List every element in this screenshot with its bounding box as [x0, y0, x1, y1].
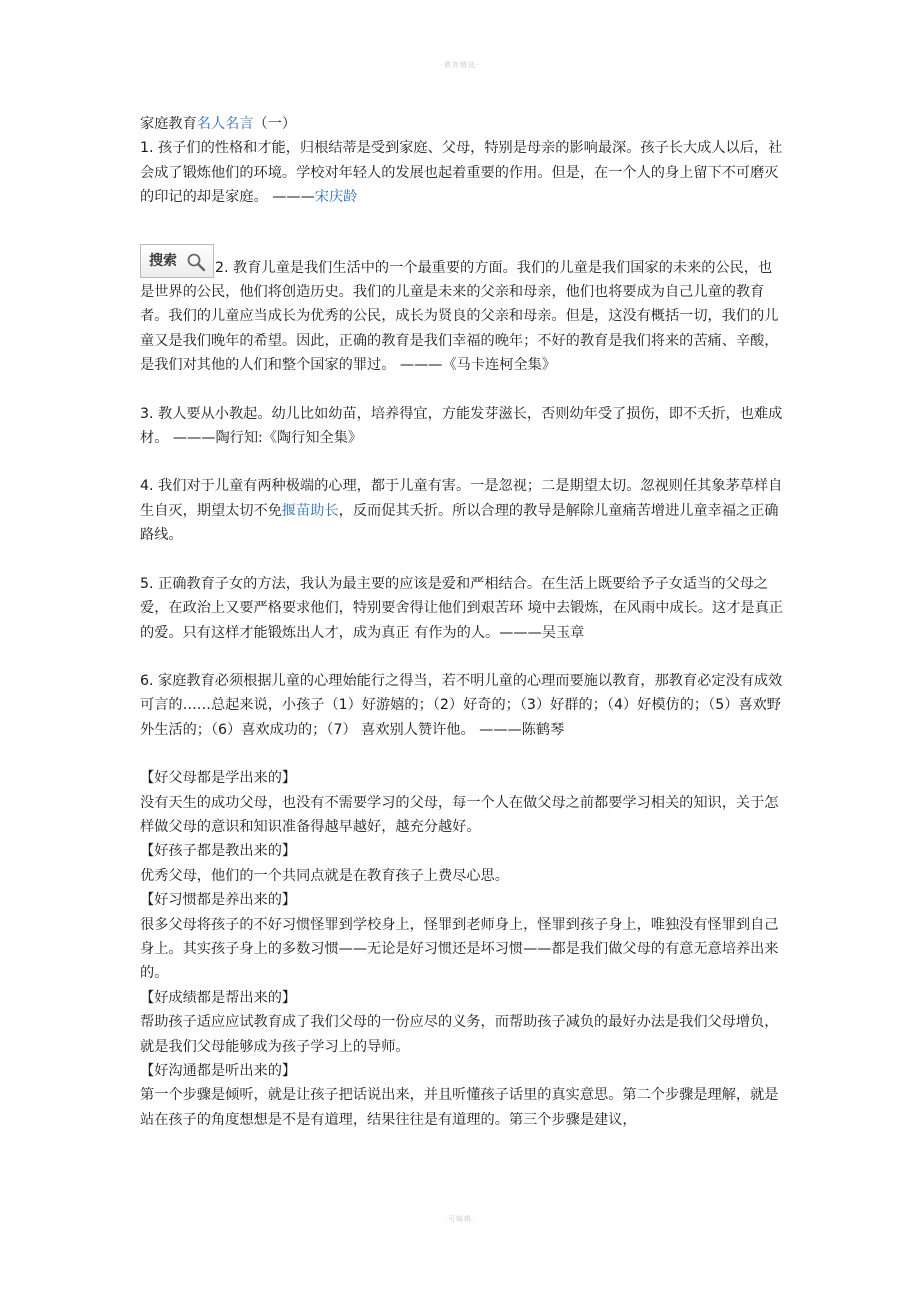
section-body-1: 没有天生的成功父母，也没有不需要学习的父母，每一个人在做父母之前都要学习相关的知识，关于怎样做父母的意识和知识准备得越早越好，越充分越好。 [140, 794, 779, 835]
quote-3: 3. 教人要从小教起。幼儿比如幼苗，培养得宜，方能发芽滋长，否则幼年受了损伤，即不夭折，也难成材。 ———陶行知:《陶行知全集》 [140, 405, 783, 447]
quote-1-text: 1. 孩子们的性格和才能，归根结蒂是受到家庭、父母，特别是母亲的影响最深。孩子长大成人以后，社会成了锻炼他们的环境。学校对年轻人的发展也起着重要的作用。但是，在一个人的身上留下不可磨灭的印记的却是家庭。 ——— [140, 140, 783, 206]
section-body-5: 第一个步骤是倾听，就是让孩子把话说出来，并且听懂孩子话里的真实意思。第二个步骤是理解，就是站在孩子的角度想想是不是有道理，结果往往是有道理的。第三个步骤是建议， [140, 1087, 779, 1128]
section-body-4: 帮助孩子适应应试教育成了我们父母的一份应尽的义务，而帮助孩子减负的最好办法是我们父母增负，就是我们父母能够成为孩子学习上的导师。 [140, 1014, 779, 1055]
quote-4-text-after: ，反而促其夭折。所以合理的教导是解除儿童痛苦增进儿童幸福之正确路线。 [140, 502, 779, 544]
quote-5: 5. 正确教育子女的方法，我认为最主要的应该是爱和严相结合。在生活上既要给予子女适当的父母之爱，在政治上又要严格要求他们，特别要舍得让他们到艰苦环 境中去锻炼，在风雨中成长。这才是真正的爱。只有这样才能锻炼出人才，成为真正 有作为的人。———吴玉章 [140, 575, 783, 641]
section-heading-2: 【好孩子都是教出来的】 [140, 843, 297, 860]
quote-2 [140, 234, 786, 378]
document-body [140, 112, 786, 1132]
section-heading-1: 【好父母都是学出来的】 [140, 770, 297, 787]
title-text: 家庭教育 [140, 116, 197, 132]
quote-1 [140, 136, 786, 209]
quote-4-text-before: 4. 我们对于儿童有两种极端的心理，都于儿童有害。一是忽视；二是期望太切。忽视则任其象茅草样自生自灭，期望太切不免 [140, 478, 783, 519]
section-heading-4: 【好成绩都是帮出来的】 [140, 989, 297, 1006]
idiom-link[interactable]: 揠苗助长 [281, 502, 339, 519]
search-icon [186, 252, 206, 272]
search-button-label: 搜索 [149, 252, 177, 269]
search-button[interactable] [140, 244, 214, 278]
section-heading-3: 【好习惯都是养出来的】 [140, 892, 297, 909]
quote-6: 6. 家庭教育必须根据儿童的心理始能行之得当，若不明儿童的心理而要施以教育，那教育必定没有成效可言的……总起来说，小孩子（1）好游嬉的；（2）好奇的；（3）好群的；（4）好模仿的；（5）喜欢野外生活的；（6）喜欢成功的；（7） 喜欢别人赞许他。 ———陈鹤琴 [140, 672, 783, 738]
title-suffix: （一） [253, 116, 297, 132]
section-body-3: 很多父母将孩子的不好习惯怪罪到学校身上，怪罪到老师身上，怪罪到孩子身上，唯独没有怪罪到自己身上。其实孩子身上的多数习惯——无论是好习惯还是坏习惯——都是我们做父母的有意无意培养出来的。 [140, 916, 779, 982]
page-footer: ·可编辑· [444, 1215, 476, 1223]
author-link-song-qingling[interactable]: 宋庆龄 [314, 189, 358, 206]
page-header: ·教育精选· [440, 61, 480, 69]
section-heading-5: 【好沟通都是听出来的】 [140, 1063, 297, 1079]
quote-2-text: 2. 教育儿童是我们生活中的一个最重要的方面。我们的儿童是我们国家的未来的公民，也是世界的公民，他们将创造历史。我们的儿童是未来的父亲和母亲，他们也将要成为自己儿童的教育者。我们的儿童应当成长为优秀的公民，成长为贤良的父亲和母亲。但是，这没有概括一切，我们的儿童又是我们晚年的希望。因此，正确的教育是我们幸福的晚年；不好的教育是我们将来的苦痛、辛酸，是我们对其他的人们和整个国家的罪过。 ———《马卡连柯全集》 [140, 259, 779, 374]
document-title [140, 112, 786, 136]
title-link[interactable]: 名人名言 [196, 116, 254, 132]
quote-4 [140, 474, 786, 547]
section-body-2: 优秀父母，他们的一个共同点就是在教育孩子上费尽心思。 [140, 867, 509, 884]
